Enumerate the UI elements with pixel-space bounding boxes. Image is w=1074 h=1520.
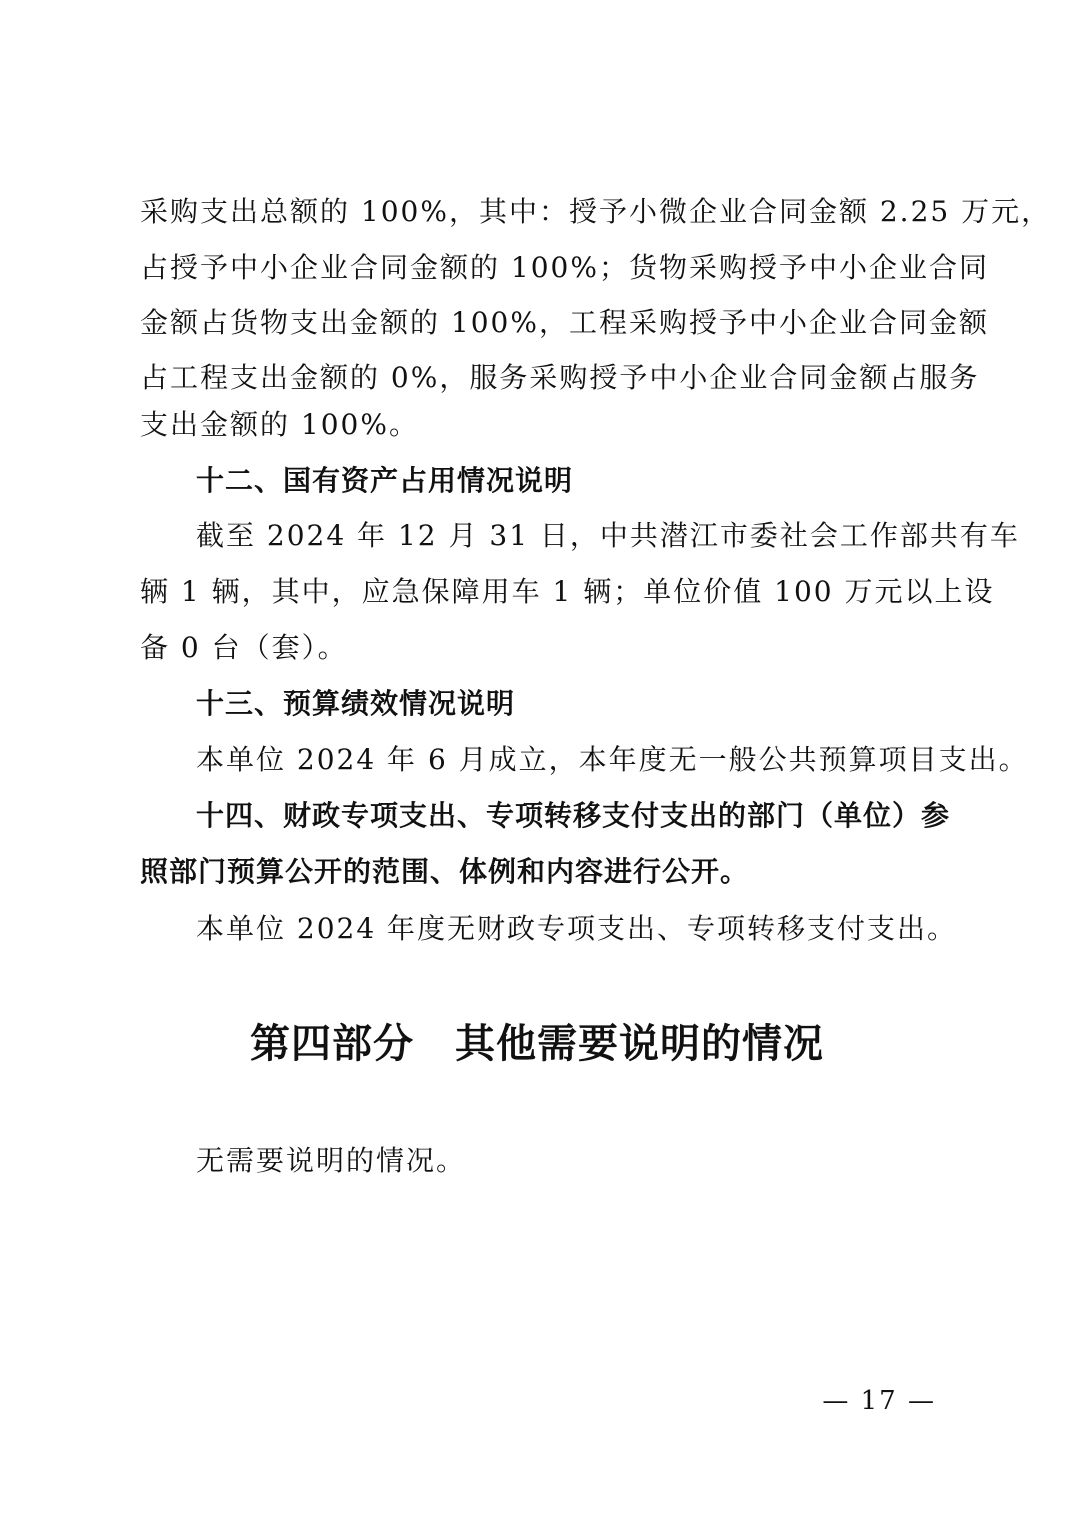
page-number: — 17 — <box>822 1386 936 1416</box>
section-heading: 照部门预算公开的范围、体例和内容进行公开。 <box>140 855 750 888</box>
section-heading: 十三、预算绩效情况说明 <box>196 687 516 720</box>
body-text-line: 本单位 2024 年 6 月成立，本年度无一般公共预算项目支出。 <box>196 743 1029 776</box>
section-heading: 十四、财政专项支出、专项转移支付支出的部门（单位）参 <box>196 799 951 832</box>
section-heading: 十二、国有资产占用情况说明 <box>196 464 574 497</box>
body-text-line: 本单位 2024 年度无财政专项支出、专项转移支付支出。 <box>196 912 958 945</box>
body-text-line: 备 0 台（套）。 <box>140 631 348 664</box>
body-text-line: 截至 2024 年 12 月 31 日，中共潜江市委社会工作部共有车 <box>196 519 1020 552</box>
body-text-line: 占授予中小企业合同金额的 100%；货物采购授予中小企业合同 <box>140 251 989 284</box>
part-title: 第四部分 其他需要说明的情况 <box>250 1021 824 1067</box>
body-text-line: 支出金额的 100%。 <box>140 408 419 441</box>
body-text-line: 金额占货物支出金额的 100%，工程采购授予中小企业合同金额 <box>140 306 989 339</box>
body-text-line: 占工程支出金额的 0%，服务采购授予中小企业合同金额占服务 <box>140 361 980 394</box>
body-text-line: 采购支出总额的 100%，其中：授予小微企业合同金额 2.25 万元， <box>140 195 1052 228</box>
body-text-line: 辆 1 辆，其中，应急保障用车 1 辆；单位价值 100 万元以上设 <box>140 575 995 608</box>
body-text-line: 无需要说明的情况。 <box>196 1144 467 1177</box>
